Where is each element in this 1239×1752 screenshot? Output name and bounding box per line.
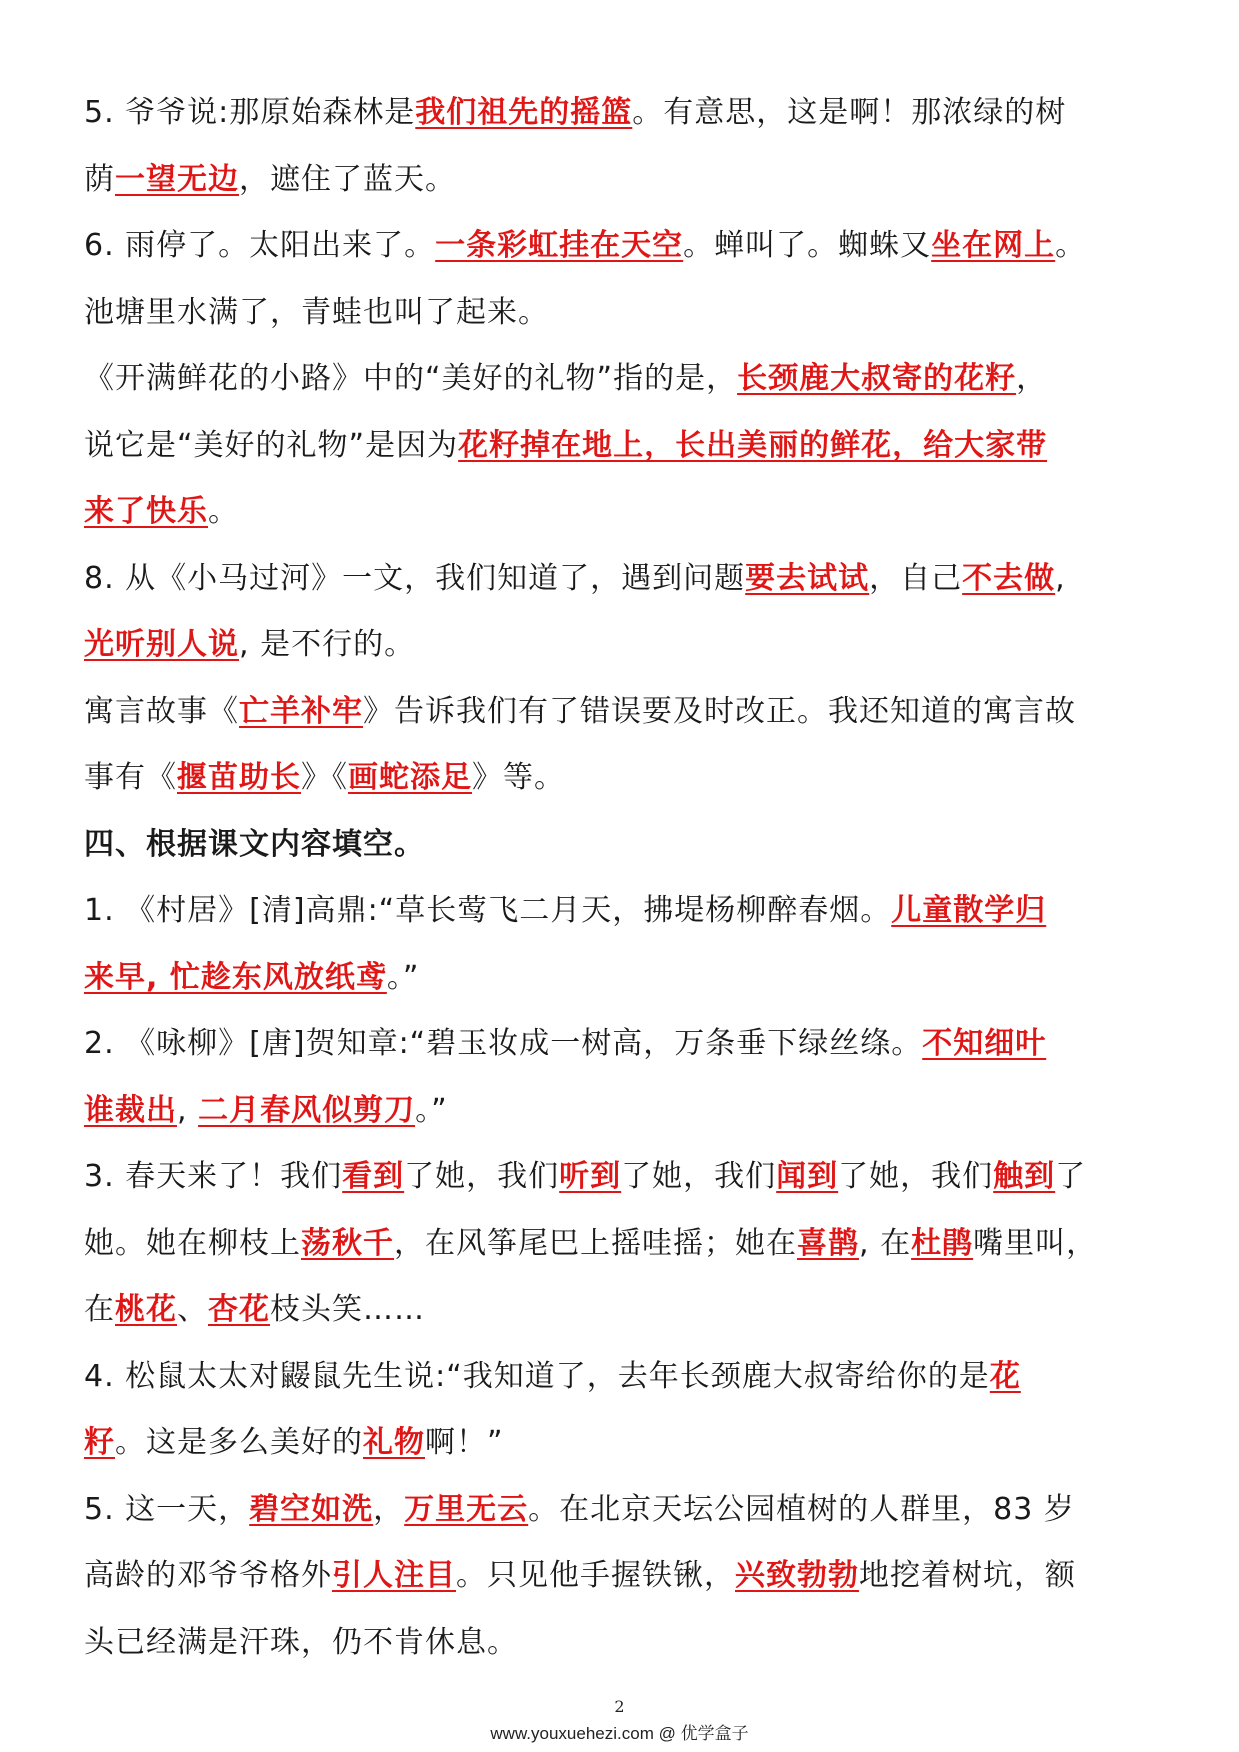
- text-line: [84, 812, 1156, 879]
- text-line: [84, 1078, 1156, 1145]
- answer-text: 闻到: [776, 1159, 839, 1194]
- question-text: 。在北京天坛公园植树的人群里，83 岁: [528, 1491, 1075, 1527]
- question-text: 啊！”: [425, 1425, 504, 1460]
- question-text: 。只见他手握铁锹，: [456, 1558, 735, 1593]
- question-text: 8. 从《小马过河》一文，我们知道了，遇到问题: [84, 560, 746, 596]
- text-line: [84, 878, 1156, 945]
- question-text: 地挖着树坑，额: [859, 1558, 1076, 1593]
- answer-text: 不去做: [962, 560, 1056, 596]
- text-line: [84, 80, 1156, 147]
- question-text: 2. 《咏柳》[唐]贺知章:“碧玉妆成一树高，万条垂下绿丝绦。: [84, 1026, 923, 1061]
- question-text: 荫: [84, 161, 115, 197]
- question-text: 。这是多么美好的: [115, 1425, 363, 1460]
- question-text: 了她，我们: [621, 1159, 777, 1194]
- text-line: [84, 1011, 1156, 1078]
- question-text: 。: [208, 494, 239, 529]
- answer-text: 看到: [342, 1159, 405, 1194]
- question-text: ,: [177, 1092, 199, 1128]
- question-text: 3. 春天来了！我们: [84, 1159, 343, 1194]
- question-text: 事有《: [84, 760, 177, 795]
- question-text: ，: [1016, 361, 1048, 396]
- question-text: ，在风筝尾巴上摇哇摇；她在: [394, 1225, 797, 1261]
- question-text: 了她，我们: [838, 1159, 994, 1194]
- question-text: 了她，我们: [404, 1159, 560, 1194]
- worksheet-content: [84, 80, 1156, 1676]
- text-line: [84, 413, 1156, 480]
- answer-text: 一条彩虹挂在天空: [435, 228, 684, 263]
- text-line: [84, 346, 1156, 413]
- text-line: [84, 1543, 1156, 1610]
- text-line: [84, 1610, 1156, 1677]
- answer-text: 引人注目: [332, 1558, 456, 1593]
- answer-text: 花籽掉在地上，长出美丽的鲜花，给大家带: [458, 427, 1048, 463]
- question-text: 5. 爷爷说:那原始森林是: [84, 95, 416, 130]
- question-text: 。”: [415, 1092, 448, 1128]
- question-text: 》告诉我们有了错误要及时改正。我还知道的寓言故: [363, 693, 1076, 729]
- answer-text: 荡秋千: [301, 1225, 394, 1261]
- text-line: [84, 1277, 1156, 1344]
- answer-text: 我们祖先的摇篮: [415, 95, 633, 130]
- text-line: [84, 1410, 1156, 1477]
- question-text: 、: [177, 1292, 208, 1327]
- text-line: [84, 280, 1156, 347]
- question-text: 6. 雨停了。太阳出来了。: [84, 228, 436, 263]
- answer-text: 光听别人说: [84, 627, 239, 662]
- answer-text: 礼物: [363, 1425, 425, 1460]
- answer-text: 要去试试: [745, 560, 870, 596]
- question-text: 》等。: [472, 760, 565, 795]
- question-text: 她。她在柳枝上: [84, 1225, 301, 1261]
- text-line: [84, 745, 1156, 812]
- text-line: [84, 147, 1156, 214]
- answer-text: 长颈鹿大叔寄的花籽: [737, 361, 1017, 396]
- answer-text: 谁裁出: [84, 1092, 177, 1128]
- question-text: 1. 《村居》[清]高鼎:“草长莺飞二月天，拂堤杨柳醉春烟。: [84, 893, 892, 928]
- question-text: 说它是“美好的礼物”是因为: [84, 427, 459, 463]
- answer-text: 儿童散学归: [891, 893, 1047, 928]
- answer-text: 杏花: [208, 1292, 270, 1327]
- answer-text: 花: [989, 1358, 1021, 1394]
- answer-text: 不知细叶: [922, 1026, 1047, 1061]
- answer-text: 籽: [84, 1425, 115, 1460]
- question-text: 。蝉叫了。蜘蛛又: [683, 228, 932, 263]
- page-number: 2: [614, 1697, 625, 1716]
- question-text: 了: [1055, 1159, 1087, 1194]
- question-text: ,: [1055, 560, 1066, 596]
- answer-text: 兴致勃勃: [735, 1558, 859, 1593]
- text-line: [84, 213, 1156, 280]
- answer-text: 二月春风似剪刀: [198, 1092, 416, 1128]
- text-line: [84, 679, 1156, 746]
- question-text: 高龄的邓爷爷格外: [84, 1558, 332, 1593]
- answer-text: 杜鹃: [911, 1225, 974, 1261]
- answer-text: 坐在网上: [931, 228, 1056, 263]
- question-text: 4. 松鼠太太对鼹鼠先生说:“我知道了，去年长颈鹿大叔寄给你的是: [84, 1358, 990, 1394]
- answer-text: 触到: [993, 1159, 1056, 1194]
- site-watermark: www.youxuehezi.com @ 优学盒子: [490, 1724, 749, 1743]
- answer-text: 听到: [559, 1159, 622, 1194]
- text-line: [84, 1477, 1156, 1544]
- question-text: 嘴里叫，: [973, 1225, 1098, 1261]
- answer-text: 揠苗助长: [177, 760, 301, 795]
- answer-text: 亡羊补牢: [239, 693, 363, 729]
- answer-text: 一望无边: [115, 161, 239, 197]
- text-line: [84, 945, 1156, 1012]
- text-line: [84, 479, 1156, 546]
- text-line: [84, 546, 1156, 613]
- answer-text: 万里无云: [404, 1491, 529, 1527]
- answer-text: 碧空如洗: [249, 1491, 374, 1527]
- answer-text: 来早, 忙趁东风放纸鸢: [84, 959, 387, 995]
- question-text: ，遮住了蓝天。: [239, 161, 456, 197]
- question-text: 5. 这一天，: [84, 1491, 250, 1527]
- question-text: ，: [373, 1491, 405, 1527]
- answer-text: 画蛇添足: [348, 760, 472, 795]
- question-text: , 是不行的。: [239, 627, 416, 662]
- question-text: 》《: [301, 760, 348, 795]
- question-text: ，自己: [869, 560, 963, 596]
- answer-text: 喜鹊: [797, 1225, 859, 1261]
- answer-text: 桃花: [115, 1292, 177, 1327]
- question-text: 。”: [386, 959, 420, 995]
- text-line: [84, 1344, 1156, 1411]
- question-text: 枝头笑……: [270, 1292, 425, 1327]
- section-heading: 四、根据课文内容填空。: [84, 826, 425, 862]
- question-text: 池塘里水满了，青蛙也叫了起来。: [84, 294, 549, 330]
- text-line: [84, 612, 1156, 679]
- answer-text: 来了快乐: [84, 494, 208, 529]
- question-text: 在: [84, 1292, 115, 1327]
- question-text: 。有意思，这是啊！那浓绿的树: [632, 95, 1067, 130]
- question-text: 。: [1055, 228, 1087, 263]
- question-text: 《开满鲜花的小路》中的“美好的礼物”指的是，: [84, 361, 738, 396]
- question-text: 寓言故事《: [84, 693, 239, 729]
- text-line: [84, 1144, 1156, 1211]
- question-text: 头已经满是汗珠，仍不肯休息。: [84, 1624, 518, 1660]
- text-line: [84, 1211, 1156, 1278]
- question-text: , 在: [859, 1225, 912, 1261]
